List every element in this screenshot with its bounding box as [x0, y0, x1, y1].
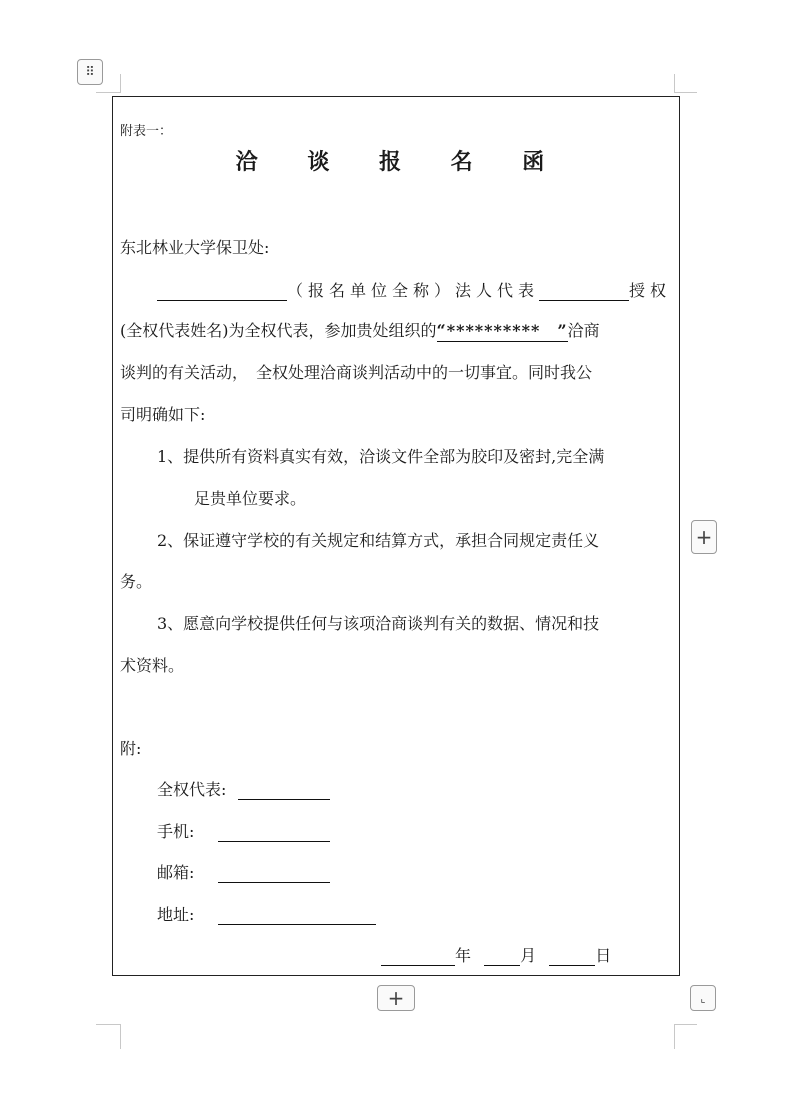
unit-name-blank[interactable] — [157, 282, 287, 301]
legal-rep-blank[interactable] — [539, 282, 629, 301]
item-2-line-2: 务。 — [120, 572, 153, 591]
address-blank[interactable] — [218, 906, 376, 925]
item-1-line-2: 足贵单位要求。 — [194, 489, 307, 508]
paragraph-line-2-start: (全权代表姓名)为全权代表，参加贵处组织的 — [120, 321, 437, 340]
month-label: 月 — [520, 946, 537, 965]
add-column-button[interactable]: + — [691, 520, 717, 554]
project-name-field: “********** ” — [436, 321, 568, 340]
legal-rep-label: 法人代表 — [455, 281, 540, 300]
phone-label: 手机: — [157, 822, 195, 841]
item-3-line-2: 术资料。 — [120, 656, 185, 675]
add-row-button[interactable]: + — [377, 985, 415, 1011]
email-label: 邮箱: — [157, 863, 195, 882]
unit-name-hint: （报名单位全称） — [287, 281, 456, 300]
email-blank[interactable] — [218, 864, 330, 883]
year-blank[interactable] — [381, 947, 455, 966]
email-row — [157, 863, 330, 883]
authorize-label: 授权 — [629, 281, 672, 300]
addressee: 东北林业大学保卫处: — [120, 238, 270, 257]
page-title: 洽 谈 报 名 函 — [235, 149, 566, 175]
paragraph-line-1 — [157, 281, 671, 301]
paragraph-line-4: 司明确如下: — [120, 405, 206, 424]
paragraph-line-2-end: 洽商 — [567, 321, 600, 340]
address-row — [157, 905, 376, 925]
phone-blank[interactable] — [218, 823, 330, 842]
crop-mark-bottom-right — [674, 1024, 697, 1049]
address-label: 地址: — [157, 905, 195, 924]
date-row — [381, 946, 611, 966]
table-move-handle-icon[interactable]: ⠿ — [77, 59, 103, 85]
item-2-line-1: 2、保证遵守学校的有关规定和结算方式，承担合同规定责任义 — [157, 531, 600, 550]
year-label: 年 — [455, 946, 472, 965]
attachment-label: 附表一： — [120, 124, 173, 139]
item-3-line-1: 3、愿意向学校提供任何与该项洽商谈判有关的数据、情况和技 — [157, 614, 600, 633]
phone-row — [157, 822, 330, 842]
day-blank[interactable] — [549, 947, 595, 966]
representative-blank[interactable] — [238, 781, 330, 800]
day-label: 日 — [595, 946, 612, 965]
paragraph-line-3: 谈判的有关活动， 全权处理洽商谈判活动中的一切事宜。同时我公 — [120, 363, 593, 382]
representative-label: 全权代表: — [157, 780, 227, 799]
crop-mark-bottom-left — [96, 1024, 121, 1049]
crop-mark-top-right — [674, 74, 697, 93]
table-resize-handle-icon[interactable]: ⌞ — [690, 985, 716, 1011]
appendix-label: 附: — [120, 739, 142, 758]
paragraph-line-2 — [120, 321, 600, 342]
month-blank[interactable] — [484, 947, 520, 966]
item-1-line-1: 1、提供所有资料真实有效，洽谈文件全部为胶印及密封,完全满 — [157, 447, 605, 466]
representative-row — [157, 780, 330, 800]
